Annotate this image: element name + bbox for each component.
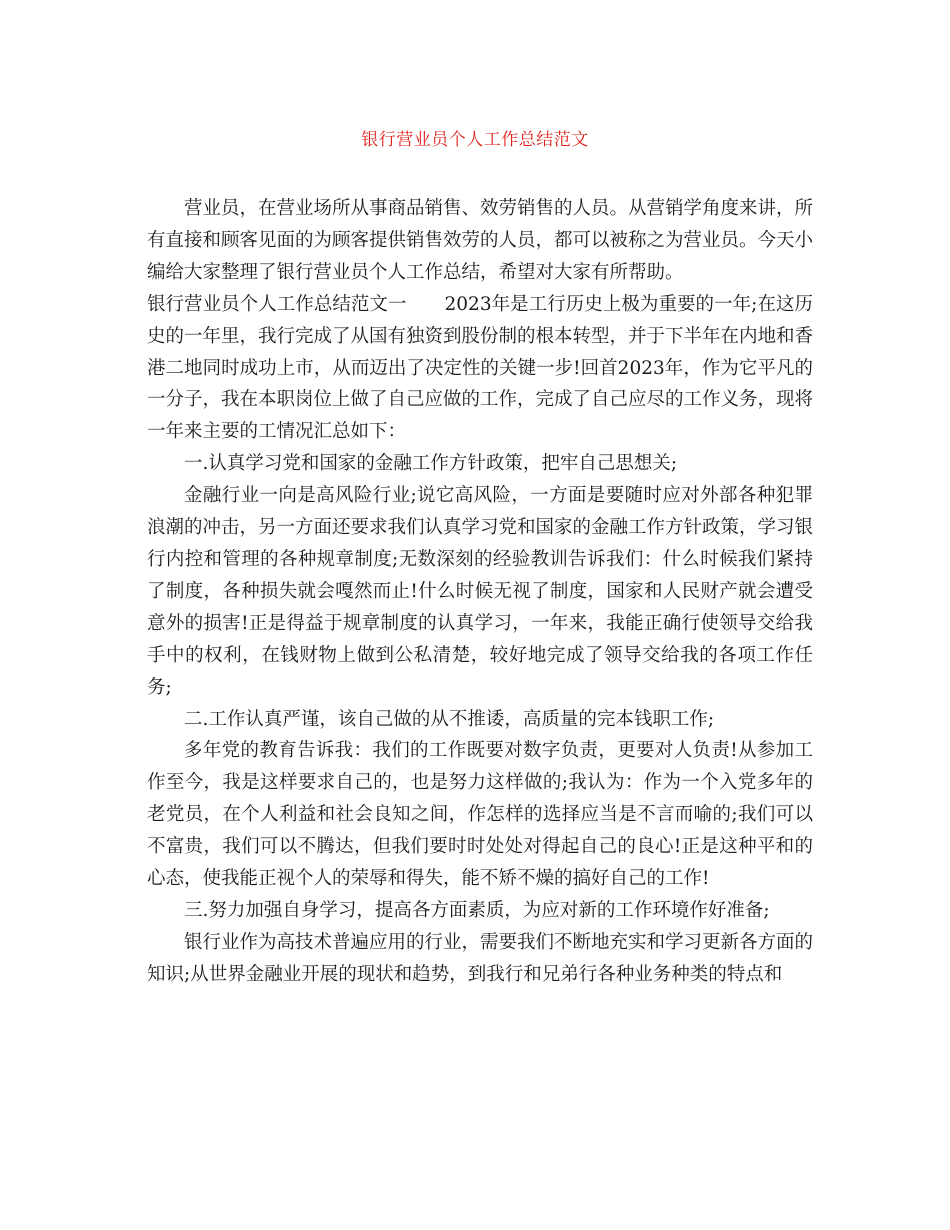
intro-paragraph: 营业员，在营业场所从事商品销售、效劳销售的人员。从营销学角度来讲，所有直接和顾客见面的为顾客提供销售效劳的人员，都可以被称之为营业员。今天小编给大家整理了银行营业员个人工作总结，希望对大家有所帮助。 xyxy=(147,198,814,283)
document-title: 银行营业员个人工作总结范文 xyxy=(361,130,589,150)
section1-paragraph xyxy=(147,289,813,449)
point2-paragraph: 多年党的教育告诉我：我们的工作既要对数字负责，更要对人负责!从参加工作至今，我是这样要求自己的，也是努力这样做的;我认为：作为一个入党多年的老党员，在个人利益和社会良知之间，作怎样的选择应当是不言而喻的;我们可以不富贵，我们可以不腾达，但我们要时时处处对得起自己的良心!正是这种平和的心态，使我能正视个人的荣辱和得失，能不矫不燥的搞好自己的工作! xyxy=(147,740,813,890)
document-body xyxy=(147,193,813,991)
point2-heading: 二.工作认真严谨，该自己做的从不推诿，高质量的完本钱职工作; xyxy=(184,708,715,730)
section1-heading: 银行营业员个人工作总结范文一 xyxy=(147,293,407,315)
point1-heading: 一.认真学习党和国家的金融工作方针政策，把牢自己思想关; xyxy=(184,453,678,475)
point3-paragraph: 银行业作为高技术普遍应用的行业，需要我们不断地充实和学习更新各方面的知识;从世界金融业开展的现状和趋势，到我行和兄弟行各种业务种类的特点和 xyxy=(147,931,814,985)
point1-paragraph: 金融行业一向是高风险行业;说它高风险，一方面是要随时应对外部各种犯罪浪潮的冲击，另一方面还要求我们认真学习党和国家的金融工作方针政策，学习银行内控和管理的各种规章制度;无数深刻的经验教训告诉我们：什么时候我们紧持了制度，各种损失就会嘎然而止!什么时候无视了制度，国家和人民财产就会遭受意外的损害!正是得益于规章制度的认真学习，一年来，我能正确行使领导交给我手中的权利，在钱财物上做到公私清楚，较好地完成了领导交给我的各项工作任务; xyxy=(147,485,814,698)
point3-heading: 三.努力加强自身学习，提高各方面素质，为应对新的工作环境作好准备; xyxy=(184,899,770,921)
section1-text: 2023年是工行历史上极为重要的一年;在这历史的一年里，我行完成了从国有独资到股份制的根本转型，并于下半年在内地和香港二地同时成功上市，从而迈出了决定性的关键一步!回首2023年，作为它平凡的一分子，我在本职岗位上做了自己应做的工作，完成了自己应尽的工作义务，现将一年来主要的工情况汇总如下： xyxy=(147,293,814,443)
